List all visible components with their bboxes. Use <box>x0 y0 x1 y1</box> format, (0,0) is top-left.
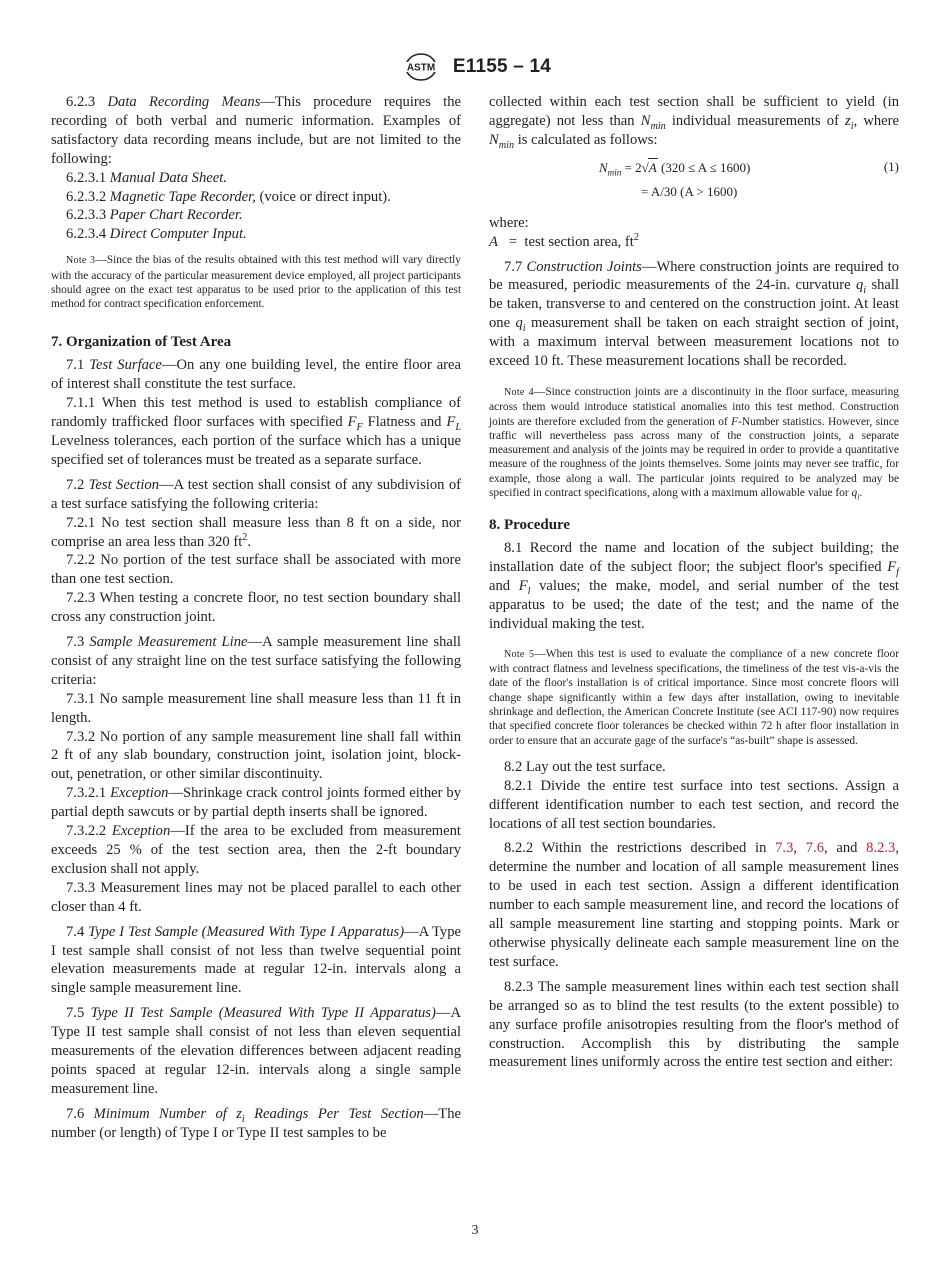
equation-line-1: $N_{min} = 2√A$ (320 ≤ A ≤ 1600) <box>599 159 751 178</box>
paragraph-6-2-3: 6.2.3 Data Recording Means—This procedure requires the recording of both verbal and numeric information. Examples of satisfactory data recording means include, but are not limited to the following: <box>51 94 462 167</box>
paragraph-8-1: 8.1 Record the name and location of the subject building; the installation date of the subject floor; the subject floor's specified $F_f$ and $F_l$ values; the make, model, and serial number of the test apparatus to be used; the date of the test; and the name of the individual making the test. <box>489 540 899 632</box>
logo-text: ASTM <box>406 62 436 74</box>
paragraph-7-7: 7.7 Construction Joints—Where construction joints are required to be measured, periodic measurements of the 24-in. curvature $q_i$ shall be taken, transverse to and centered on the construction joint. At least one $q_i$ measurement shall be taken on each straight section of joint, with a maximum interval between measurement locations not to exceed 10 ft. These measurement locations shall be recorded. <box>489 258 900 370</box>
paragraph-7-3-1: 7.3.1 No sample measurement line shall measure less than 11 ft in length. <box>51 690 461 726</box>
list-item: 6.2.3.1 Manual Data Sheet. <box>66 169 227 186</box>
page-number: 3 <box>471 1223 479 1238</box>
paragraph-7-1-1: 7.1.1 When this test method is used to establish compliance of randomly trafficked floor surfaces with specified $F_F$ Flatness and $F_L$ Levelness tolerances, each portion of the surface which has a unique specified set of tolerances must be treated as a separate surface. <box>51 395 461 468</box>
note-3: Note 3—Since the bias of the results obtained with this test method will vary directly with the accuracy of the particular measurement device employed, all project participants should agree on the exact test apparatus to be used prior to the application of this test method for contract specification enforcement. <box>51 254 461 311</box>
equation-1 <box>489 156 899 206</box>
list-item: 6.2.3.2 Magnetic Tape Recorder, (voice or direct input). <box>66 188 391 205</box>
paragraph-7-5: 7.5 Type II Test Sample (Measured With Type II Apparatus)—A Type II test sample shall consist of not less than eleven sequential measurements of the elevation differences between adjacent reading points spaced at regular 12-in. intervals along a single sample measurement line. <box>51 1005 461 1097</box>
paragraph-8-2-1: 8.2.1 Divide the entire test surface into test sections. Assign a different identification number to each test section, and record the locations of all test section boundaries. <box>489 777 899 832</box>
paragraph-8-2-2: 8.2.2 Within the restrictions described in 7.3, 7.6, and 8.2.3, determine the number and location of all sample measurement lines to be used in each test section. Assign a different identification number to each sample measurement line, and record the locations of all sample measurement line starting and stopping points. Mark or otherwise physically delineate each sample measurement line on the test surface. <box>489 840 899 970</box>
link-8-2-3[interactable]: 8.2.3 <box>866 840 896 857</box>
section-7-heading: 7. Organization of Test Area <box>51 334 232 351</box>
equation-line-2: = A/30 (A > 1600) <box>641 183 738 199</box>
paragraph-7-3-2: 7.3.2 No portion of any sample measurement line shall fall within 2 ft of any slab boundary, construction joint, isolation joint, block-out, penetration, or other similar discontinuity. <box>51 728 461 783</box>
paragraph-8-2: 8.2 Lay out the test surface. <box>504 758 666 775</box>
paragraph-7-2: 7.2 Test Section—A test section shall consist of any subdivision of a test surface satisfying the following criteria: <box>51 476 461 512</box>
paragraph-7-1: 7.1 Test Surface—On any one building level, the entire floor area of interest shall constitute the test surface. <box>51 357 461 393</box>
link-7-3[interactable]: 7.3 <box>775 840 794 857</box>
right-column <box>489 93 899 1072</box>
paragraph-8-2-3: 8.2.3 The sample measurement lines within each test section shall be arranged so as to blind the test results (to the extent possible) to any surface profile anisotropies resulting from the floor's method of construction. Accomplish this by distributing the sample measurement lines uniformly across the entire test section and either: <box>489 978 899 1071</box>
page-header <box>0 52 950 86</box>
note-5: Note 5—When this test is used to evaluate the compliance of a new concrete floor with contract flatness and levelness specifications, the timeliness of the test vis-a-vis the date of the floor's installation is of critical importance. Since most concrete floors will change shape significantly within a few days after installation, owing to inevitable shrinkage and deflection, the American Concrete Institute (see ACI 117-90) now requires that specified concrete floor tolerances be checked within 72 h after floor installation in order to ensure that an accurate gage of the surface's “as-built” shape is assessed. <box>489 647 899 747</box>
paragraph-7-2-1: 7.2.1 No test section shall measure less than 8 ft on a side, nor comprise an area less than 320 $ft^2$. <box>51 514 461 550</box>
paragraph-7-6-continued: collected within each test section shall be sufficient to yield (in aggregate) not less than $N_{min}$ individual measurements of $z_i$, where $N_{min}$ is calculated as follows: <box>489 94 899 151</box>
equation-number: (1) <box>883 158 899 174</box>
astm-logo-icon <box>399 52 443 82</box>
section-8-heading: 8. Procedure <box>489 517 571 534</box>
paragraph-7-6: 7.6 Minimum Number of $z_i$ Readings Per Test Section—The number (or length) of Type I or Type II test samples to be <box>51 1105 461 1141</box>
paragraph-7-3-3: 7.3.3 Measurement lines may not be placed parallel to each other closer than 4 ft. <box>51 879 461 915</box>
paragraph-7-2-2: 7.2.2 No portion of the test surface shall be associated with more than one test section. <box>51 552 461 588</box>
document-id: E1155 – 14 <box>452 56 552 77</box>
paragraph-7-4: 7.4 Type I Test Sample (Measured With Type I Apparatus)—A Type I test sample shall consist of not less than twelve sequential point elevation measurements made at regular 12-in. intervals along a single sample measurement line. <box>51 923 462 997</box>
where-label: where: <box>489 214 529 231</box>
where-definition: A = test section area, $ft^2$ <box>489 231 639 250</box>
paragraph-7-3-2-1: 7.3.2.1 Exception—Shrinkage crack control joints formed either by partial depth sawcuts or by partial depth inserts shall be ignored. <box>51 785 461 821</box>
note-4: Note 4—Since construction joints are a discontinuity in the floor surface, measuring across them would introduce statistical anomalies into this test method. Construction joints are therefore excluded from the generation of F-Number statistics. However, since traffic will nevertheless pass across many of the construction joints, a separate measurement and analysis of the joints may be required in order to provide a quantitative measure of the roughness of the joints themselves. Some joints may never see traffic, for example, those along a wall. The particular joints required to be analyzed may be specified in contract specifications, along with a maximum allowable value for $q_i$. <box>489 385 899 502</box>
link-7-6[interactable]: 7.6 <box>805 840 824 857</box>
list-item: 6.2.3.4 Direct Computer Input. <box>66 226 247 243</box>
paragraph-7-2-3: 7.2.3 When testing a concrete floor, no test section boundary shall cross any construction joint. <box>51 590 461 626</box>
list-item: 6.2.3.3 Paper Chart Recorder. <box>66 207 243 224</box>
paragraph-7-3-2-2: 7.3.2.2 Exception—If the area to be excluded from measurement exceeds 25 % of the test section area, then the 2-ft boundary exclusion shall not apply. <box>51 823 461 877</box>
left-column <box>51 93 461 1143</box>
paragraph-7-3: 7.3 Sample Measurement Line—A sample measurement line shall consist of any straight line on the test surface satisfying the following criteria: <box>51 634 461 688</box>
